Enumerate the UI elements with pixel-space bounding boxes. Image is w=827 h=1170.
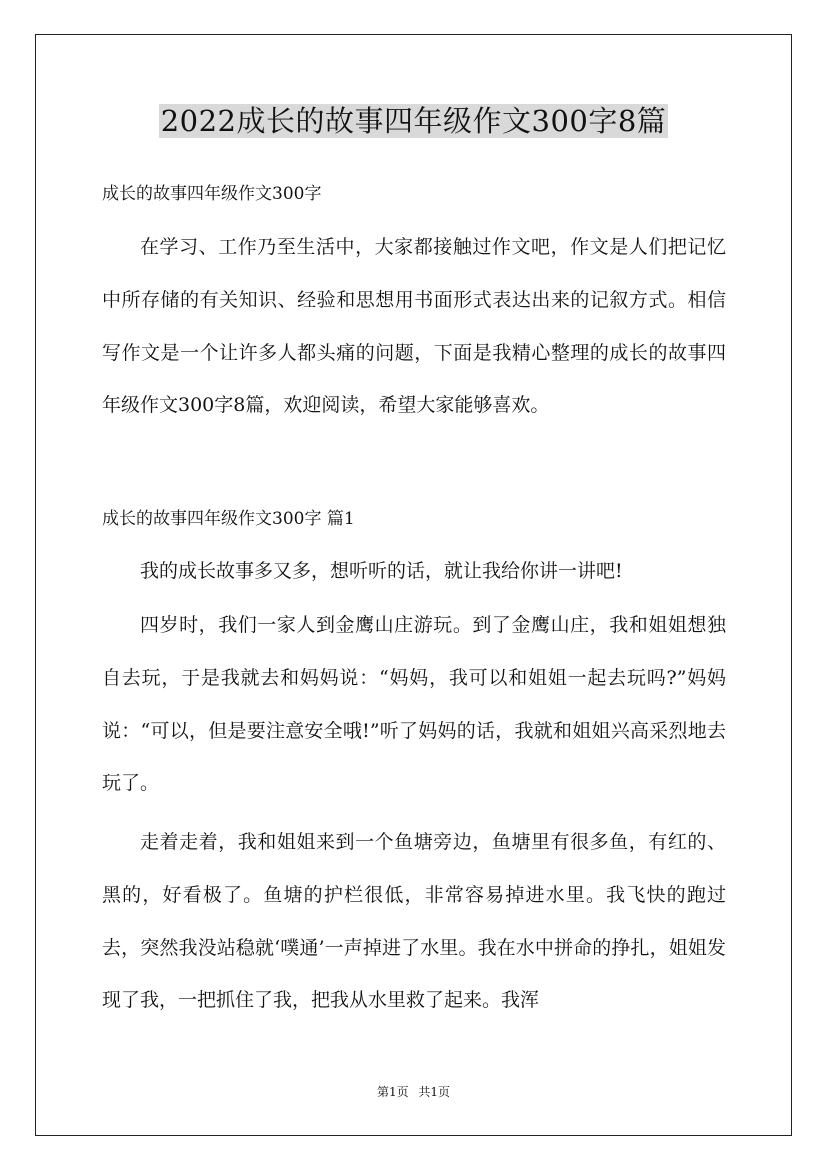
intro-heading: 成长的故事四年级作文300字: [102, 184, 322, 204]
document-title-text: 2022成长的故事四年级作文300字8篇: [160, 104, 667, 138]
section-1-heading: 成长的故事四年级作文300字 篇1: [102, 509, 355, 529]
section-1-paragraph-1: 我的成长故事多又多，想听听的话，就让我给你讲一讲吧!: [140, 560, 623, 582]
intro-paragraph: 在学习、工作乃至生活中，大家都接触过作文吧，作文是人们把记忆中所存储的有关知识、经验和思想用书面形式表达出来的记叙方式。相信写作文是一个让许多人都头痛的问题，下面是我精心整理的成长的故事四年级作文300字8篇，欢迎阅读，希望大家能够喜欢。: [102, 236, 726, 417]
footer-page-total: 共1页: [418, 1085, 451, 1099]
section-1-paragraph-3: 走着走着，我和姐姐来到一个鱼塘旁边，鱼塘里有很多鱼，有红的、黑的，好看极了。鱼塘的护栏很低，非常容易掉进水里。我飞快的跑过去，突然我没站稳就‘噗通’一声掉进了水里。我在水中拼命的挣扎，姐姐发现了我，一把抓住了我，把我从水里救了起来。我浑: [102, 831, 726, 1012]
document-title: [0, 101, 827, 141]
section-1-paragraph-2: 四岁时，我们一家人到金鹰山庄游玩。到了金鹰山庄，我和姐姐想独自去玩，于是我就去和妈妈说：“妈妈，我可以和姐姐一起去玩吗?”妈妈说：“可以，但是要注意安全哦!”听了妈妈的话，我就和姐姐兴高采烈地去玩了。: [102, 614, 726, 795]
page-footer: [0, 1084, 827, 1100]
footer-page-current: 第1页: [376, 1085, 409, 1099]
